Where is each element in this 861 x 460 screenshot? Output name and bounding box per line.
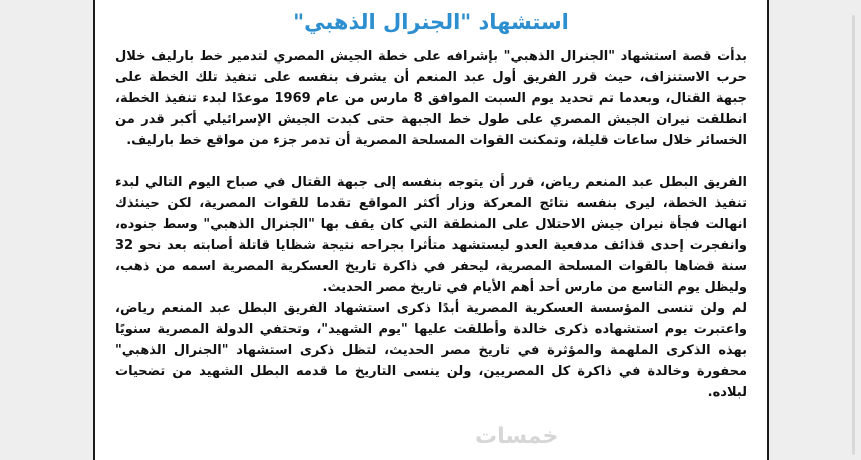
document-title: استشهاد "الجنرال الذهبي" — [293, 10, 569, 34]
scrollbar[interactable] — [852, 15, 855, 455]
paragraph-2: الفريق البطل عبد المنعم رياض، قرر أن يتوجه بنفسه إلى جبهة القتال في صباح اليوم التالي لبدء تنفيذ الخطة، ليرى بنفسه نتائج المعركة وزار أكثر المواقع تقدما للقوات المصرية، لكن حينئذك انهالت فجأة نيران جيش الاحتلال على المنطقة التي كان يقف بها "الجنرال الذهبي" وسط جنوده، وانفجرت إحدى قذائف مدفعية العدو ليستشهد متأثرا بجراحه نتيجة شظايا قاتلة أصابته بعد نحو 32 سنة قضاها بالقوات المسلحة المصرية، ليحفر في ذاكرة تاريخ العسكرية المصرية اسمه من ذهب، وليظل يوم التاسع من مارس أحد أهم الأيام في تاريخ مصر الحديث. — [115, 175, 747, 295]
paragraph-gap — [115, 151, 747, 172]
paragraph-3: لم ولن تنسى المؤسسة العسكرية المصرية أبدًا ذكرى استشهاد الفريق البطل عبد المنعم رياض، واعتبرت يوم استشهاده ذكرى خالدة وأطلقت عليها "يوم الشهيد"، وتحتفي الدولة المصرية سنويًا بهذه الذكرى الملهمة والمؤثرة في تاريخ مصر الحديث، لتظل ذكرى استشهاد "الجنرال الذهبي" محفورة وخالدة في ذاكرة كل المصريين، ولن ينسى التاريخ ما قدمه البطل الشهيد من تضحيات لبلاده. — [115, 301, 747, 400]
paragraph-1: بدأت قصة استشهاد "الجنرال الذهبي" بإشرافه على خطة الجيش المصري لتدمير خط بارليف خلال حرب الاستنزاف، حيث قرر الفريق أول عبد المنعم أن يشرف بنفسه على تنفيذ تلك الخطة على جبهة القتال، وبعدما تم تحديد يوم السبت الموافق 8 مارس من عام 1969 موعدًا لبدء تنفيذ الخطة، انطلقت نيران الجيش المصري على طول خط الجبهة حتى كبدت الجيش الإسرائيلي أكبر قدر من الخسائر خلال ساعات قليلة، وتمكنت القوات المسلحة المصرية أن تدمر جزء من مواقع خط بارليف. — [115, 49, 748, 148]
document-page — [93, 0, 769, 460]
watermark-logo: خمسات — [475, 424, 559, 449]
document-body — [115, 46, 747, 403]
